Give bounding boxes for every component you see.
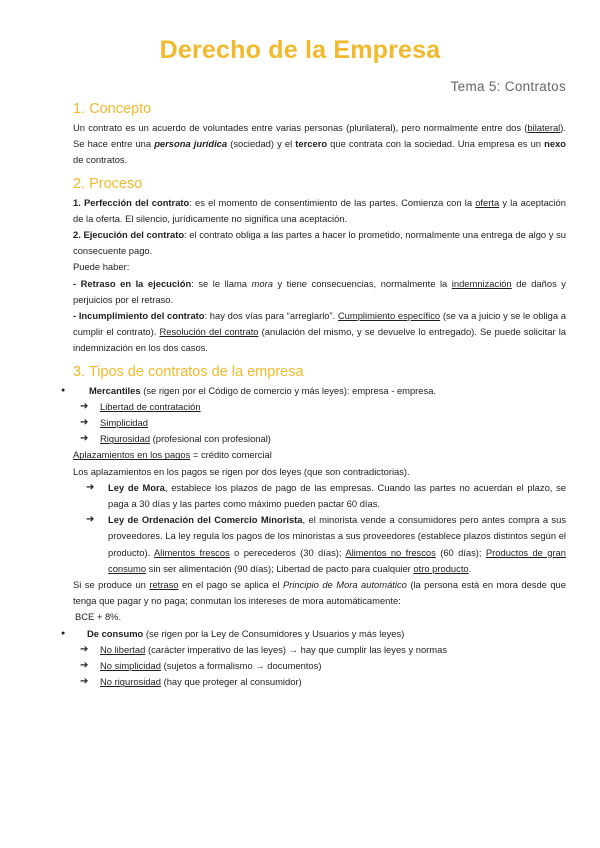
arrow-icon: ➔: [80, 643, 89, 655]
list-item-no-libertad: ➔ No libertad (carácter imperativo de las leyes) → hay que cumplir las leyes y normas: [80, 642, 566, 658]
section-heading-tipos: 3. Tipos de contratos de la empresa: [73, 363, 304, 380]
paragraph-aplazamientos: Aplazamientos en los pagos = crédito comercial: [73, 449, 272, 461]
section-heading-concepto: 1. Concepto: [73, 101, 152, 117]
bullet-icon: ●: [61, 629, 66, 637]
bullet-icon: ●: [61, 386, 66, 394]
paragraph-ejecucion: 2. Ejecución del contrato: el contrato obliga a las partes a hacer lo prometido, normalmente una entrega de algo y su consecuente pago.: [73, 229, 566, 257]
paragraph-incumplimiento: - Incumplimiento del contrato: hay dos vías para “arreglarlo”. Cumplimiento específico (se va a juicio y se le obliga a cumplir el contrato). Resolución del contrato (anulación del mismo, y se devuelve lo entregado). Se puede solicitar la indemnización en los dos casos.: [73, 310, 566, 354]
bullet-consumo: ● De consumo (se rigen por la Ley de Consumidores y Usuarios y más leyes): [61, 626, 566, 642]
paragraph-retraso-pago: Si se produce un retraso en el pago se aplica el Principio de Mora automático (la persona está en mora desde que tenga que pagar y no paga; conmutan los intereses de mora automáticamente:: [73, 579, 566, 607]
paragraph-aplazamientos-leyes: Los aplazamientos en los pagos se rigen por dos leyes (que son contradictorias).: [73, 465, 410, 477]
list-item-simplicidad: ➔ Simplicidad: [80, 415, 566, 431]
list-item-no-rigurosidad: ➔ No rigurosidad (hay que proteger al consumidor): [80, 674, 566, 690]
arrow-icon: ➔: [80, 417, 89, 429]
list-item-rigurosidad: ➔ Rigurosidad (profesional con profesional): [80, 431, 566, 447]
list-item-no-simplicidad: ➔ No simplicidad (sujetos a formalismo → documentos): [80, 658, 566, 674]
arrow-icon: ➔: [86, 514, 95, 526]
bullet-mercantiles: ● Mercantiles (se rigen por el Código de comercio y más leyes): empresa - empresa.: [61, 383, 566, 399]
arrow-icon: ➔: [80, 676, 89, 688]
list-item-ley-mora: ➔ Ley de Mora, establece los plazos de pago de las empresas. Cuando las partes no acuerdan el plazo, se paga a 30 días y las partes como máximo pueden pactar 60 días.: [86, 481, 567, 510]
paragraph-perfeccion: 1. Perfección del contrato: es el momento de consentimiento de las partes. Comienza con la oferta y la aceptación de la oferta. El silencio, jurídicamente no significa una aceptación.: [73, 196, 566, 224]
paragraph-retraso: - Retraso en la ejecución: se le llama mora y tiene consecuencias, normalmente la indemnización de daños y perjuicios por el retraso.: [73, 277, 566, 305]
document-subtitle: Tema 5: Contratos: [450, 79, 566, 94]
arrow-icon: ➔: [80, 400, 89, 412]
document-title: Derecho de la Empresa: [159, 36, 441, 64]
paragraph-concepto: Un contrato es un acuerdo de voluntades entre varias personas (plurilateral), pero normalmente entre dos (bilateral). Se hace entre una persona jurídica (sociedad) y el tercero que contrata con la sociedad. Una empresa es un nexo de contratos.: [73, 122, 567, 166]
paragraph-puede-haber: Puede haber:: [73, 261, 130, 273]
arrow-icon: ➔: [80, 660, 89, 672]
arrow-icon: ➔: [86, 481, 95, 493]
arrow-icon: ➔: [80, 433, 89, 445]
list-item-libertad: ➔ Libertad de contratación: [80, 399, 566, 415]
list-item-ley-ordenacion: ➔ Ley de Ordenación del Comercio Minorista, el minorista vende a consumidores pero antes compra a sus proveedores. La ley regula los pagos de los minoristas a sus proveedores (establece plazos distintos según el producto). Alimentos frescos o perecederos (30 días); Alimentos no frescos (60 días); Productos de gran consumo sin ser alimentación (90 días); Libertad de pacto para cualquier otro producto.: [86, 514, 567, 574]
paragraph-bce: BCE + 8%.: [75, 611, 122, 623]
section-heading-proceso: 2. Proceso: [73, 175, 143, 192]
